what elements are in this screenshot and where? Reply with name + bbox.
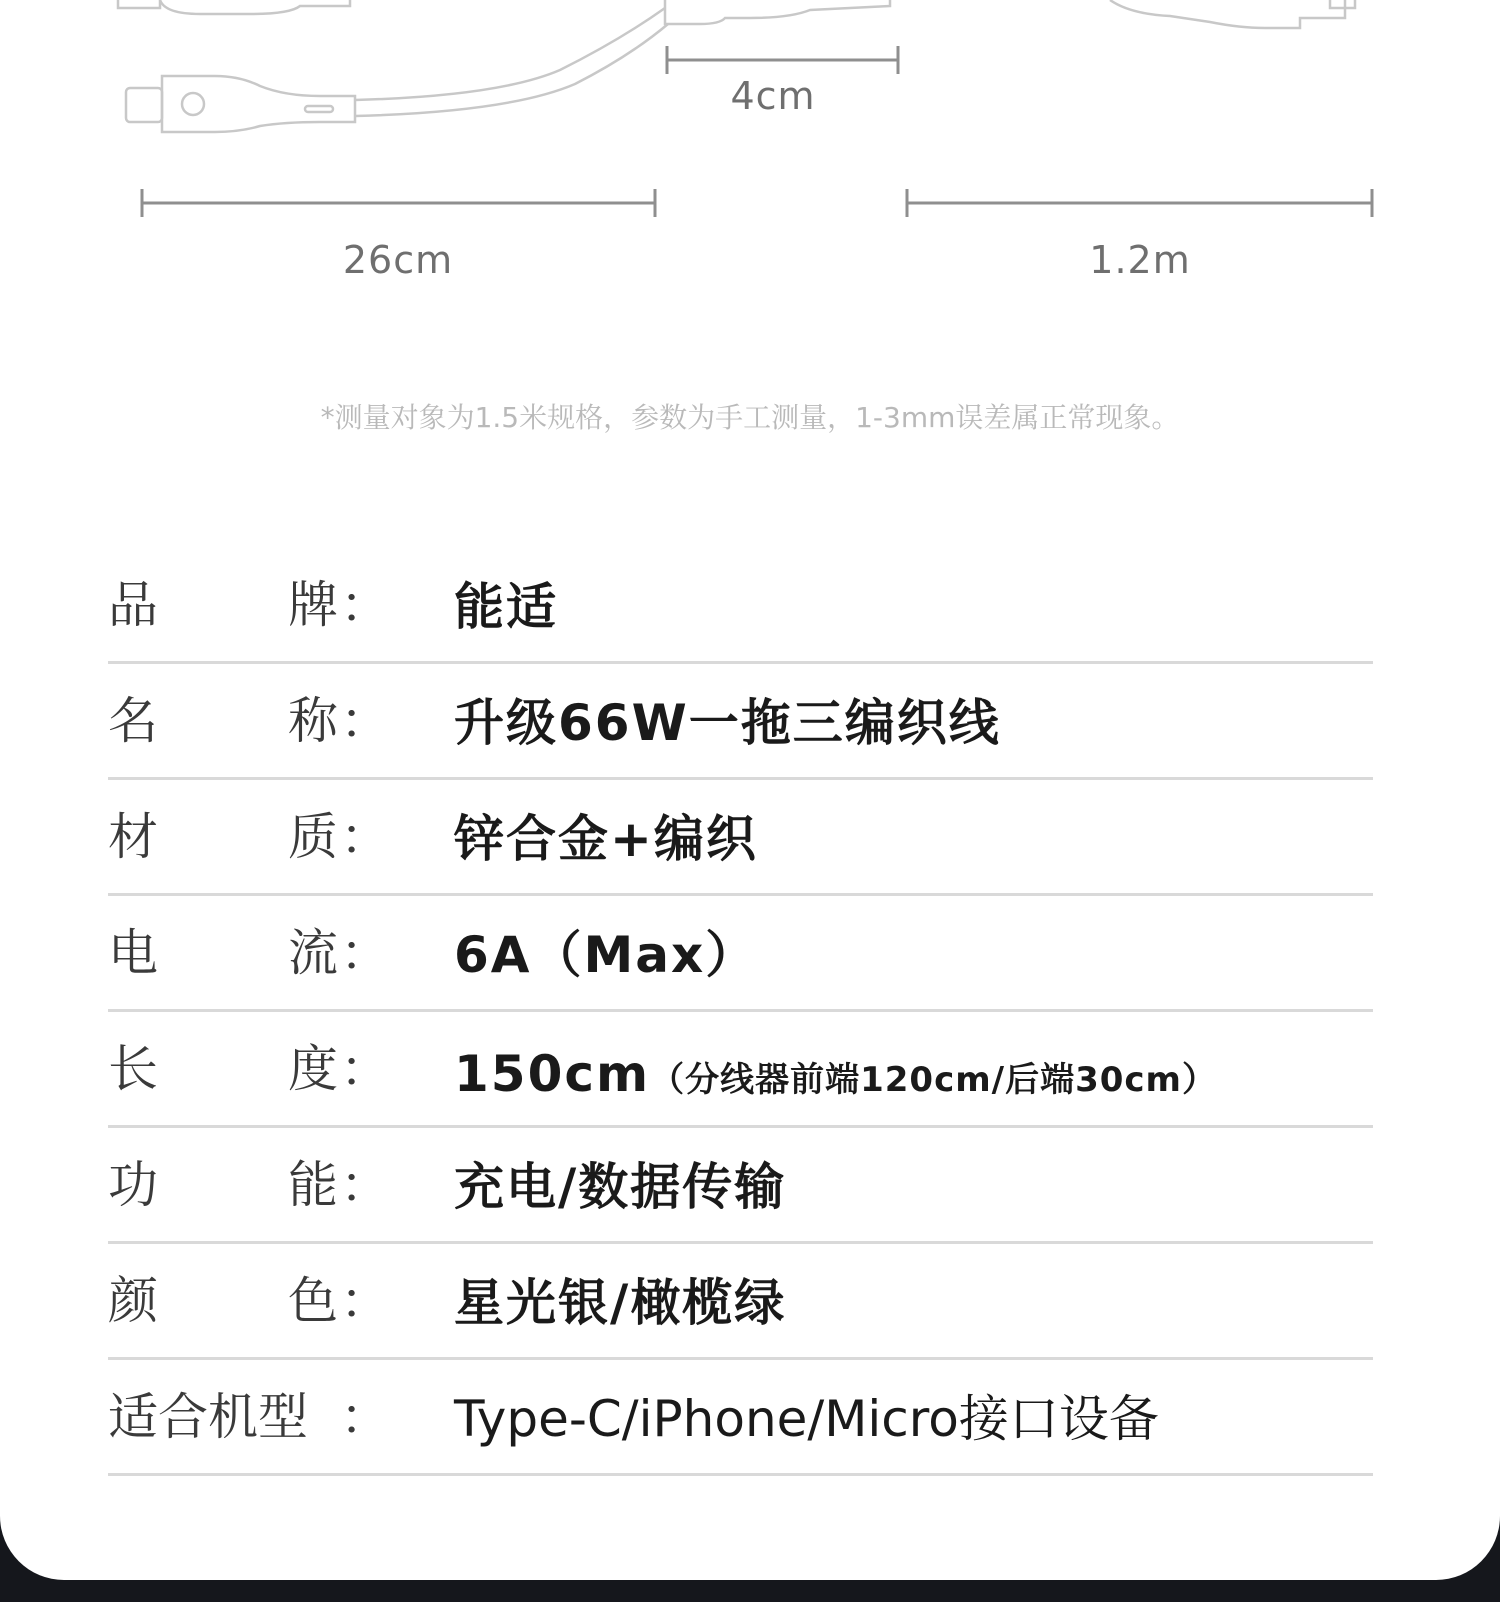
spec-colon: ：: [340, 1388, 390, 1446]
dim-label-4cm: 4cm: [730, 74, 816, 118]
usb-c-housing: [162, 76, 355, 132]
dim-label-26cm: 26cm: [342, 238, 454, 282]
spec-value-length: [454, 1045, 1217, 1103]
measurement-note: *测量对象为1.5米规格，参数为手工测量，1-3mm误差属正常现象。: [320, 401, 1180, 434]
connector-top-right: [1110, 0, 1345, 28]
spec-value-color: 星光银/橄榄绿: [454, 1274, 787, 1332]
spec-colon: ：: [340, 1156, 390, 1214]
spec-value-material: 锌合金+编织: [454, 810, 758, 868]
connector-top-left: [118, 0, 160, 8]
spec-table: [108, 548, 1373, 1476]
spec-row-color: [108, 1244, 1373, 1360]
brand-logo-icon: [182, 93, 204, 115]
cable-dimension-diagram: [0, 0, 1500, 300]
spec-label: 适合机型: [108, 1388, 308, 1446]
connector-top-left-body: [160, 0, 350, 14]
spec-colon: ：: [340, 808, 390, 866]
spec-row-brand: [108, 548, 1373, 664]
spec-label: 电 流: [108, 924, 338, 982]
spec-row-current: [108, 896, 1373, 1012]
spec-value-length-detail: （分线器前端120cm/后端30cm）: [650, 1060, 1217, 1100]
cable-branch-upper: [355, 8, 665, 100]
spec-colon: ：: [340, 1272, 390, 1330]
spec-value-brand: 能适: [454, 578, 558, 636]
dim-label-1-2m: 1.2m: [1089, 238, 1191, 282]
spec-label: 颜 色: [108, 1272, 338, 1330]
spec-label: 名 称: [108, 692, 338, 750]
spec-row-function: [108, 1128, 1373, 1244]
spec-row-compatible-models: [108, 1360, 1373, 1476]
spec-label: 材 质: [108, 808, 338, 866]
spec-value-current: 6A（Max）: [454, 926, 758, 984]
spec-row-length: [108, 1012, 1373, 1128]
spec-row-name: [108, 664, 1373, 780]
spec-value-compatible-models: Type-C/iPhone/Micro接口设备: [454, 1390, 1159, 1448]
usb-c-tip: [126, 88, 162, 122]
spec-label: 长 度: [108, 1040, 338, 1098]
splitter-body: [665, 0, 890, 24]
indicator-slot: [305, 106, 333, 112]
spec-label: 品 牌: [108, 576, 338, 634]
spec-row-material: [108, 780, 1373, 896]
spec-value-name: 升级66W一拖三编织线: [454, 694, 1001, 752]
spec-label: 功 能: [108, 1156, 338, 1214]
connector-top-right-cap: [1330, 0, 1355, 8]
spec-colon: ：: [340, 924, 390, 982]
spec-value-function: 充电/数据传输: [454, 1158, 787, 1216]
spec-colon: ：: [340, 1040, 390, 1098]
spec-colon: ：: [340, 692, 390, 750]
spec-value-length-main: 150cm: [454, 1045, 651, 1103]
spec-colon: ：: [340, 576, 390, 634]
